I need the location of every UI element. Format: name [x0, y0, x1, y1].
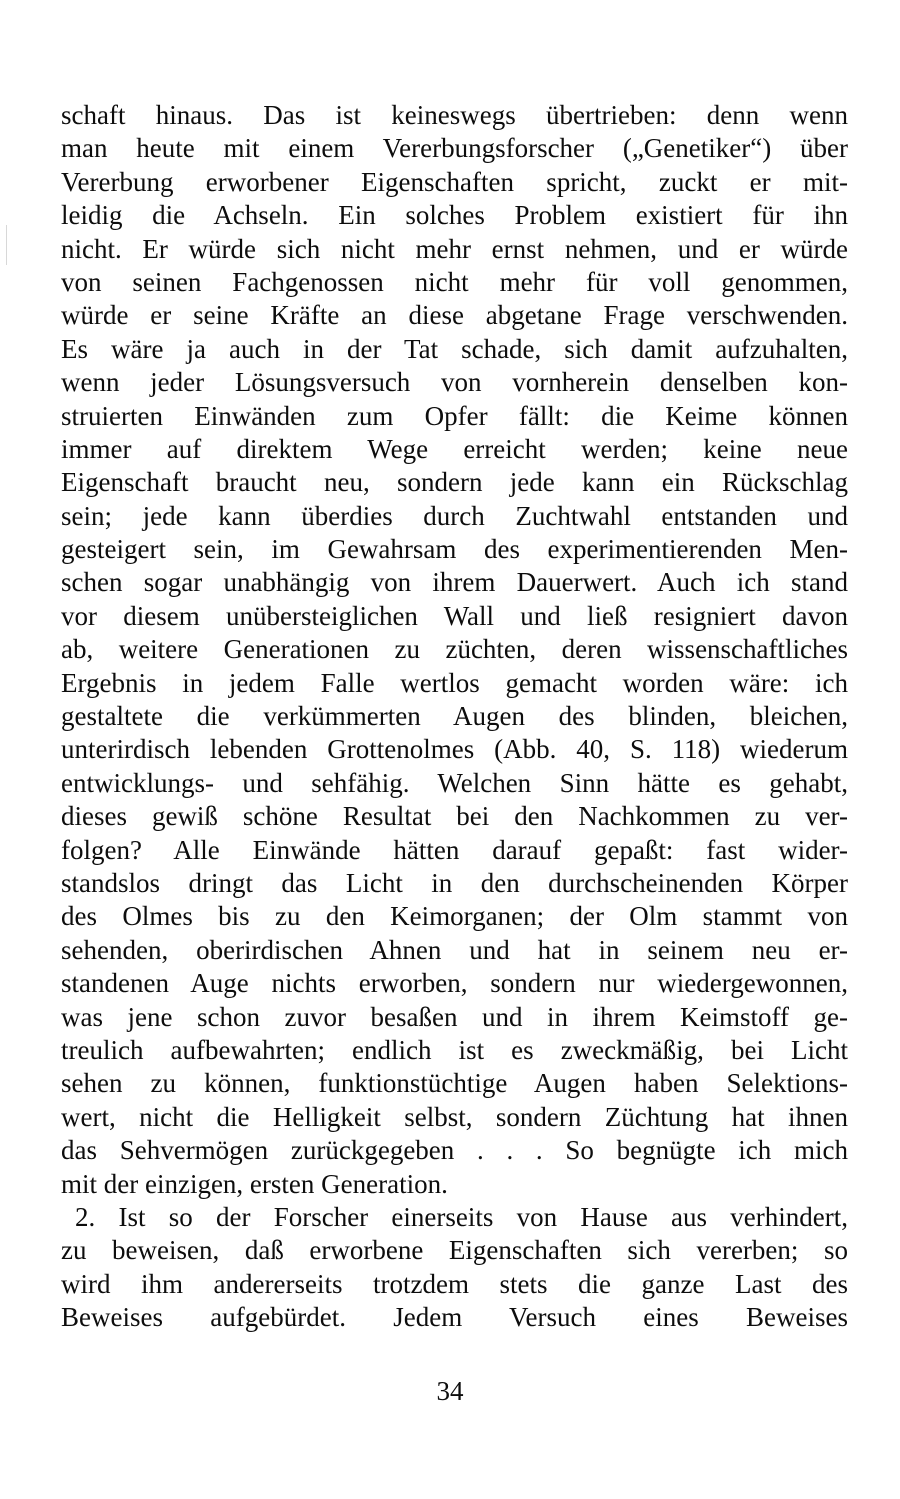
text-line: Es wäre ja auch in der Tat schade, sich damit aufzuhalten, [61, 333, 848, 364]
text-line: entwicklungs- und sehfähig. Welchen Sinn hätte es gehabt, [61, 767, 848, 798]
text-line: man heute mit einem Vererbungsforscher („Genetiker“) über [61, 133, 848, 164]
text-line: schen sogar unabhängig von ihrem Dauerwert. Auch ich stand [61, 567, 848, 598]
text-line: Beweises aufgebürdet. Jedem Versuch eines Beweises [61, 1302, 848, 1333]
text-line: treulich aufbewahrten; endlich ist es zweckmäßig, bei Licht [61, 1034, 848, 1065]
text-line: standslos dringt das Licht in den durchscheinenden Körper [61, 867, 848, 898]
text-line: sehen zu können, funktionstüchtige Augen haben Selektions- [61, 1068, 848, 1099]
text-line: gestaltete die verkümmerten Augen des blinden, bleichen, [61, 701, 848, 732]
text-line: immer auf direktem Wege erreicht werden; keine neue [61, 433, 848, 464]
text-line: wird ihm andererseits trotzdem stets die ganze Last des [61, 1268, 848, 1299]
text-line: würde er seine Kräfte an diese abgetane Frage verschwenden. [61, 300, 848, 331]
text-line: leidig die Achseln. Ein solches Problem existiert für ihn [61, 200, 848, 231]
text-line: zu beweisen, daß erworbene Eigenschaften sich vererben; so [61, 1235, 848, 1266]
text-line: folgen? Alle Einwände hätten darauf gepaßt: fast wider- [61, 834, 848, 865]
text-line: Vererbung erworbener Eigenschaften spricht, zuckt er mit- [61, 166, 848, 197]
text-line: was jene schon zuvor besaßen und in ihrem Keimstoff ge- [61, 1001, 848, 1032]
text-line: ab, weitere Generationen zu züchten, deren wissenschaftliches [61, 634, 848, 665]
text-line: wert, nicht die Helligkeit selbst, sondern Züchtung hat ihnen [61, 1101, 848, 1132]
text-line: schaft hinaus. Das ist keineswegs übertrieben: denn wenn [61, 100, 848, 130]
text-line: sehenden, oberirdischen Ahnen und hat in seinem neu er- [61, 934, 848, 965]
text-line: vor diesem unübersteiglichen Wall und ließ resigniert davon [61, 600, 848, 631]
text-line: von seinen Fachgenossen nicht mehr für voll genommen, [61, 266, 848, 297]
text-line: dieses gewiß schöne Resultat bei den Nachkommen zu ver- [61, 801, 848, 832]
body-text [61, 99, 848, 1334]
text-line: standenen Auge nichts erworben, sondern nur wiedergewonnen, [61, 968, 848, 999]
text-line: struierten Einwänden zum Opfer fällt: die Keime können [61, 400, 848, 431]
text-line: gesteigert sein, im Gewahrsam des experimentierenden Men- [61, 534, 848, 565]
text-line: des Olmes bis zu den Keimorganen; der Olm stammt von [61, 901, 848, 932]
paragraph-1 [61, 99, 848, 1201]
text-line: 2. Ist so der Forscher einerseits von Hause aus verhindert, [75, 1201, 848, 1232]
paragraph-2 [61, 1201, 848, 1335]
page-number: 34 [436, 1376, 464, 1406]
text-line: Eigenschaft braucht neu, sondern jede kann ein Rückschlag [61, 467, 848, 498]
page-edge-mark [6, 225, 7, 265]
text-line: unterirdisch lebenden Grottenolmes (Abb. 40, S. 118) wiederum [61, 734, 848, 765]
text-line: das Sehvermögen zurückgegeben . . . So begnügte ich mich [61, 1135, 848, 1166]
text-line: Ergebnis in jedem Falle wertlos gemacht worden wäre: ich [61, 667, 848, 698]
text-line: sein; jede kann überdies durch Zuchtwahl entstanden und [61, 500, 848, 531]
text-line: mit der einzigen, ersten Generation. [61, 1168, 448, 1199]
text-line: nicht. Er würde sich nicht mehr ernst nehmen, und er würde [61, 233, 848, 264]
text-line: wenn jeder Lösungsversuch von vornherein denselben kon- [61, 367, 848, 398]
